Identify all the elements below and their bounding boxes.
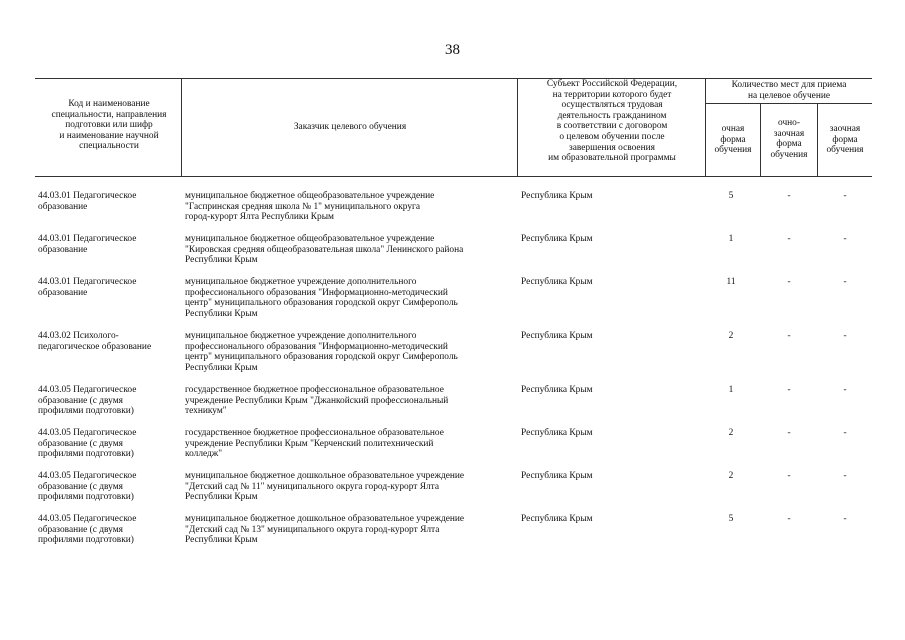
row-region: Республика Крым xyxy=(521,277,593,287)
row-customer: муниципальное бюджетное общеобразовательное учреждение "Гаспринская средняя школа № 1" муниципального округа город-курорт Ялта Республики Крым xyxy=(185,191,435,223)
row-part-time: - xyxy=(787,514,791,524)
row-part-time: - xyxy=(787,331,791,341)
header-col-divider-1 xyxy=(181,78,182,176)
row-customer: муниципальное бюджетное учреждение дополнительного профессионального образования "Информационно-методический центр" муниципального образования городской округ Симферополь Республики Крым xyxy=(185,331,458,373)
row-customer: государственное бюджетное профессиональное образовательное учреждение Республики Крым "Керченский политехнический колледж" xyxy=(185,428,444,460)
row-full-time: 5 xyxy=(728,191,734,201)
header-top-border xyxy=(35,78,872,79)
row-customer: муниципальное бюджетное дошкольное образовательное учреждение "Детский сад № 11" муниципального округа город-курорт Ялта Республики Крым xyxy=(185,471,465,503)
row-part-time: - xyxy=(787,471,791,481)
header-customer: Заказчик целевого обучения xyxy=(293,122,407,132)
row-extramural: - xyxy=(843,234,847,244)
row-customer: государственное бюджетное профессиональное образовательное учреждение Республики Крым "Джанкойский профессиональный техникум" xyxy=(185,385,449,417)
header-group-divider xyxy=(705,103,872,104)
row-part-time: - xyxy=(787,191,791,201)
header-col-divider-2 xyxy=(517,78,518,176)
header-bottom-border xyxy=(35,176,872,177)
row-customer: муниципальное бюджетное общеобразовательное учреждение "Кировская средняя общеобразовательная школа" Ленинского района Республики Крым xyxy=(185,234,464,266)
row-part-time: - xyxy=(787,385,791,395)
row-full-time: 1 xyxy=(728,385,734,395)
row-code: 44.03.01 Педагогическое образование xyxy=(38,191,137,212)
row-region: Республика Крым xyxy=(521,191,593,201)
row-full-time: 1 xyxy=(728,234,734,244)
row-part-time: - xyxy=(787,277,791,287)
row-region: Республика Крым xyxy=(521,385,593,395)
row-full-time: 2 xyxy=(728,428,734,438)
row-region: Республика Крым xyxy=(521,428,593,438)
header-part-time: очно- заочная форма обучения xyxy=(770,118,808,160)
row-extramural: - xyxy=(843,428,847,438)
row-region: Республика Крым xyxy=(521,514,593,524)
row-code: 44.03.01 Педагогическое образование xyxy=(38,234,137,255)
row-full-time: 2 xyxy=(728,331,734,341)
row-region: Республика Крым xyxy=(521,234,593,244)
row-code: 44.03.05 Педагогическое образование (с двумя профилями подготовки) xyxy=(38,514,137,546)
row-extramural: - xyxy=(843,331,847,341)
header-region: Субъект Российской Федерации, на территории которого будет осуществляться трудовая деятельность гражданином в соответствии с договором о целевом обучении после завершения освоения им образовательной программы xyxy=(546,79,678,164)
row-region: Республика Крым xyxy=(521,471,593,481)
row-customer: муниципальное бюджетное учреждение дополнительного профессионального образования "Информационно-методический центр" муниципального образования городской округ Симферополь Республики Крым xyxy=(185,277,458,319)
header-places-group: Количество мест для приема на целевое обучение xyxy=(731,80,847,101)
row-full-time: 11 xyxy=(726,277,736,287)
row-customer: муниципальное бюджетное дошкольное образовательное учреждение "Детский сад № 13" муниципального округа город-курорт Ялта Республики Крым xyxy=(185,514,465,546)
page-number: 38 xyxy=(445,42,460,58)
row-code: 44.03.01 Педагогическое образование xyxy=(38,277,137,298)
row-extramural: - xyxy=(843,385,847,395)
row-part-time: - xyxy=(787,234,791,244)
row-code: 44.03.05 Педагогическое образование (с двумя профилями подготовки) xyxy=(38,428,137,460)
row-code: 44.03.05 Педагогическое образование (с двумя профилями подготовки) xyxy=(38,385,137,417)
row-full-time: 5 xyxy=(728,514,734,524)
row-region: Республика Крым xyxy=(521,331,593,341)
row-code: 44.03.05 Педагогическое образование (с двумя профилями подготовки) xyxy=(38,471,137,503)
header-full-time: очная форма обучения xyxy=(714,124,752,156)
row-extramural: - xyxy=(843,471,847,481)
row-extramural: - xyxy=(843,191,847,201)
header-extramural: заочная форма обучения xyxy=(826,124,864,156)
row-extramural: - xyxy=(843,514,847,524)
row-extramural: - xyxy=(843,277,847,287)
header-code: Код и наименование специальности, направления подготовки или шифр и наименование научной специальности xyxy=(51,99,167,152)
row-full-time: 2 xyxy=(728,471,734,481)
row-code: 44.03.02 Психолого- педагогическое образование xyxy=(38,331,152,352)
row-part-time: - xyxy=(787,428,791,438)
